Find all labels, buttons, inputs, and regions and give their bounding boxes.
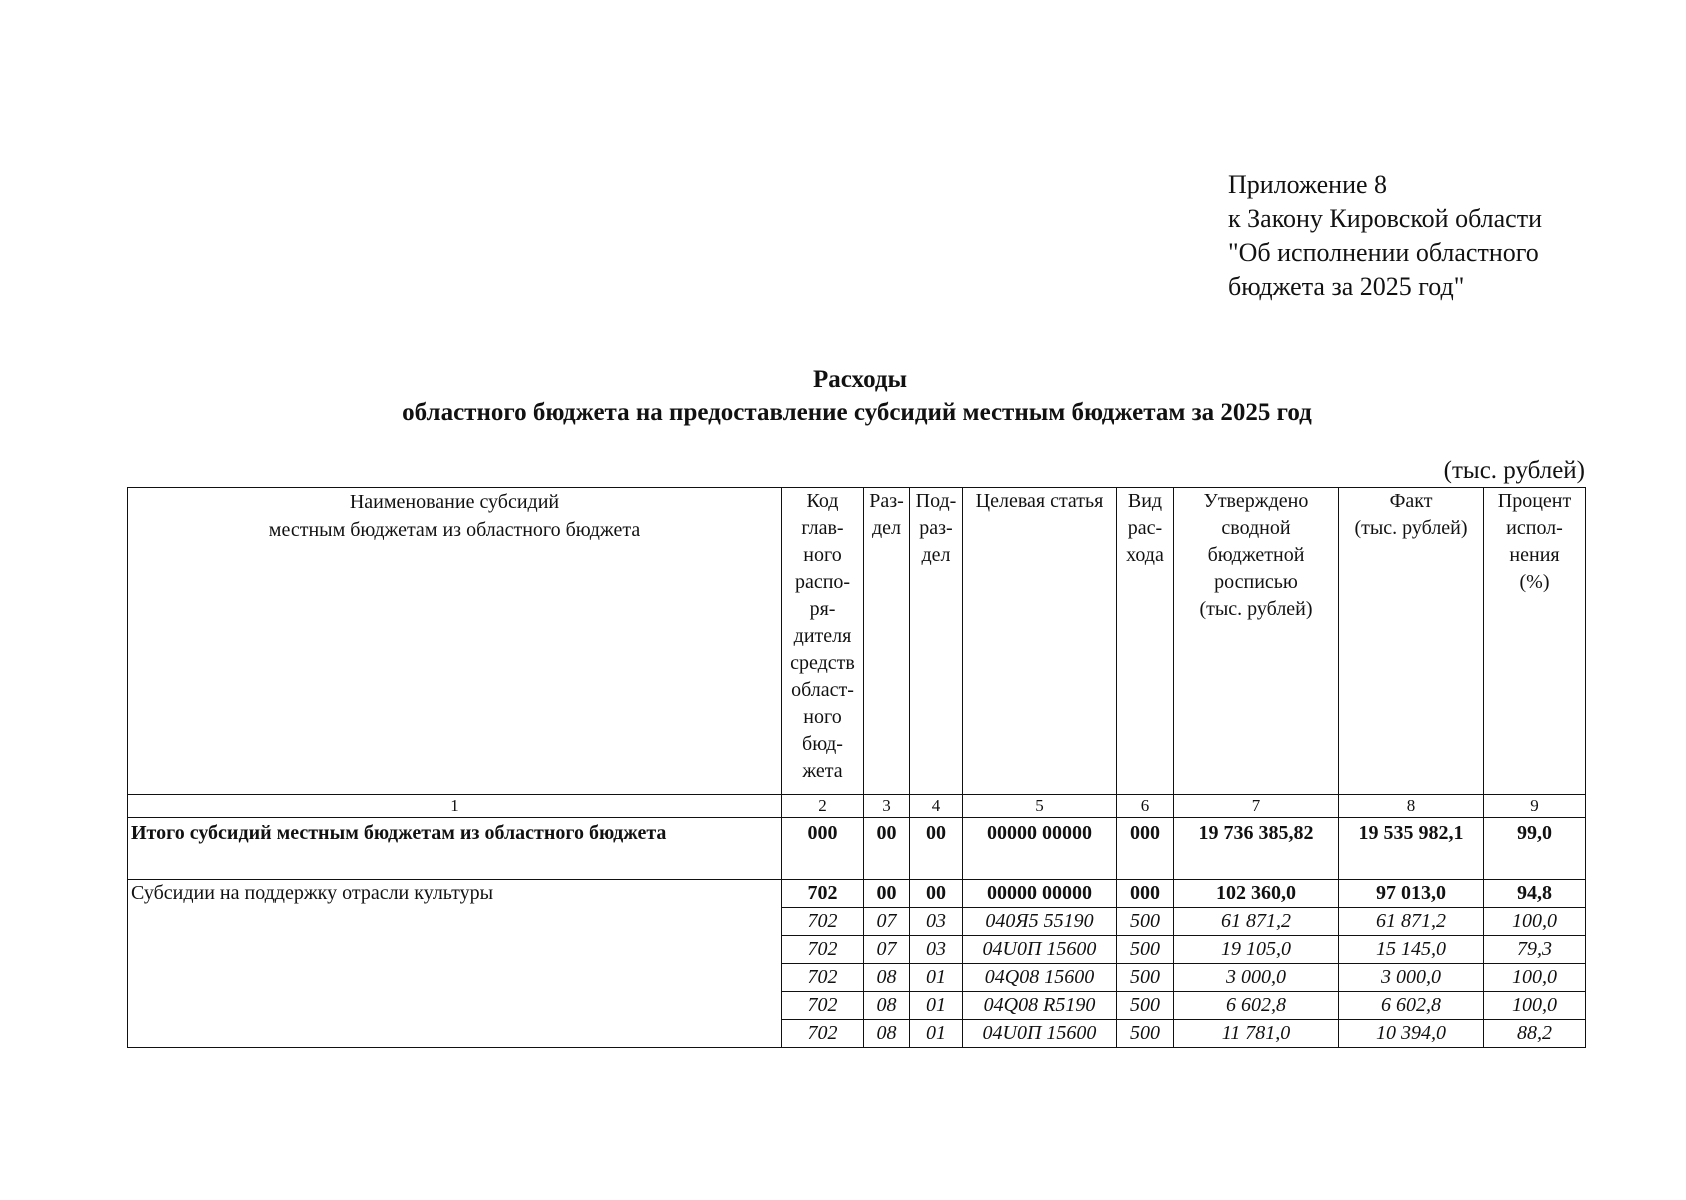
row-type: 500 <box>1117 992 1174 1020</box>
culture-subsection: 00 <box>910 880 963 908</box>
column-number: 1 <box>128 795 782 818</box>
row-percent: 79,3 <box>1484 936 1586 964</box>
total-approved: 19 736 385,82 <box>1174 818 1339 880</box>
column-number: 2 <box>782 795 864 818</box>
total-fact: 19 535 982,1 <box>1339 818 1484 880</box>
row-fact: 3 000,0 <box>1339 964 1484 992</box>
row-percent: 100,0 <box>1484 964 1586 992</box>
row-target: 04Q08 15600 <box>963 964 1117 992</box>
row-approved: 6 602,8 <box>1174 992 1339 1020</box>
row-approved: 3 000,0 <box>1174 964 1339 992</box>
column-number: 8 <box>1339 795 1484 818</box>
row-target: 04U0П 15600 <box>963 936 1117 964</box>
row-target: 04U0П 15600 <box>963 1020 1117 1048</box>
culture-fact: 97 013,0 <box>1339 880 1484 908</box>
header-approved: Утверждено сводной бюджетной росписью (тыс. рублей) <box>1174 488 1339 795</box>
header-subsection: Под- раз- дел <box>910 488 963 795</box>
row-percent: 88,2 <box>1484 1020 1586 1048</box>
row-type: 500 <box>1117 936 1174 964</box>
header-type: Вид рас- хода <box>1117 488 1174 795</box>
appendix-block <box>1228 168 1542 304</box>
total-row <box>128 818 1586 880</box>
header-fact: Факт (тыс. рублей) <box>1339 488 1484 795</box>
total-code: 000 <box>782 818 864 880</box>
row-subsection: 03 <box>910 908 963 936</box>
culture-percent: 94,8 <box>1484 880 1586 908</box>
row-approved: 61 871,2 <box>1174 908 1339 936</box>
row-subsection: 01 <box>910 992 963 1020</box>
row-code: 702 <box>782 964 864 992</box>
total-subsection: 00 <box>910 818 963 880</box>
row-approved: 11 781,0 <box>1174 1020 1339 1048</box>
column-number: 4 <box>910 795 963 818</box>
header-percent: Процент испол- нения (%) <box>1484 488 1586 795</box>
row-percent: 100,0 <box>1484 908 1586 936</box>
row-section: 07 <box>864 936 910 964</box>
column-number-row <box>128 795 1586 818</box>
column-number: 6 <box>1117 795 1174 818</box>
total-percent: 99,0 <box>1484 818 1586 880</box>
column-number: 7 <box>1174 795 1339 818</box>
row-percent: 100,0 <box>1484 992 1586 1020</box>
row-code: 702 <box>782 908 864 936</box>
row-approved: 19 105,0 <box>1174 936 1339 964</box>
row-type: 500 <box>1117 1020 1174 1048</box>
total-type: 000 <box>1117 818 1174 880</box>
total-section: 00 <box>864 818 910 880</box>
row-target: 04Q08 R5190 <box>963 992 1117 1020</box>
budget-table <box>127 487 1586 1048</box>
appendix-line: к Закону Кировской области <box>1228 204 1542 233</box>
culture-code: 702 <box>782 880 864 908</box>
row-type: 500 <box>1117 908 1174 936</box>
row-fact: 10 394,0 <box>1339 1020 1484 1048</box>
document-title: Расходы <box>812 366 908 393</box>
header-name: Наименование субсидий местным бюджетам из областного бюджета <box>128 488 782 795</box>
culture-type: 000 <box>1117 880 1174 908</box>
culture-section: 00 <box>864 880 910 908</box>
header-target: Целевая статья <box>963 488 1117 795</box>
column-number: 5 <box>963 795 1117 818</box>
row-subsection: 01 <box>910 1020 963 1048</box>
row-subsection: 01 <box>910 964 963 992</box>
row-code: 702 <box>782 1020 864 1048</box>
appendix-line: "Об исполнении областного <box>1228 238 1539 267</box>
row-fact: 6 602,8 <box>1339 992 1484 1020</box>
row-section: 07 <box>864 908 910 936</box>
culture-target: 00000 00000 <box>963 880 1117 908</box>
row-subsection: 03 <box>910 936 963 964</box>
culture-approved: 102 360,0 <box>1174 880 1339 908</box>
header-section: Раз- дел <box>864 488 910 795</box>
row-section: 08 <box>864 964 910 992</box>
column-number: 9 <box>1484 795 1586 818</box>
table-header-row <box>128 488 1586 795</box>
document-subtitle: областного бюджета на предоставление субсидий местным бюджетам за 2025 год <box>402 399 1312 426</box>
header-code: Код глав- ного распо- ря- дителя средств област- ного бюд- жета <box>782 488 864 795</box>
culture-name: Субсидии на поддержку отрасли культуры <box>128 880 782 1048</box>
appendix-line: бюджета за 2025 год" <box>1228 272 1465 301</box>
row-section: 08 <box>864 1020 910 1048</box>
row-fact: 15 145,0 <box>1339 936 1484 964</box>
row-target: 040Я5 55190 <box>963 908 1117 936</box>
total-target: 00000 00000 <box>963 818 1117 880</box>
appendix-line: Приложение 8 <box>1228 170 1388 199</box>
total-name: Итого субсидий местным бюджетам из областного бюджета <box>128 818 782 880</box>
row-code: 702 <box>782 936 864 964</box>
column-number: 3 <box>864 795 910 818</box>
row-fact: 61 871,2 <box>1339 908 1484 936</box>
row-type: 500 <box>1117 964 1174 992</box>
unit-label: (тыс. рублей) <box>1443 457 1585 484</box>
row-section: 08 <box>864 992 910 1020</box>
row-code: 702 <box>782 992 864 1020</box>
culture-section-row <box>128 880 1586 908</box>
